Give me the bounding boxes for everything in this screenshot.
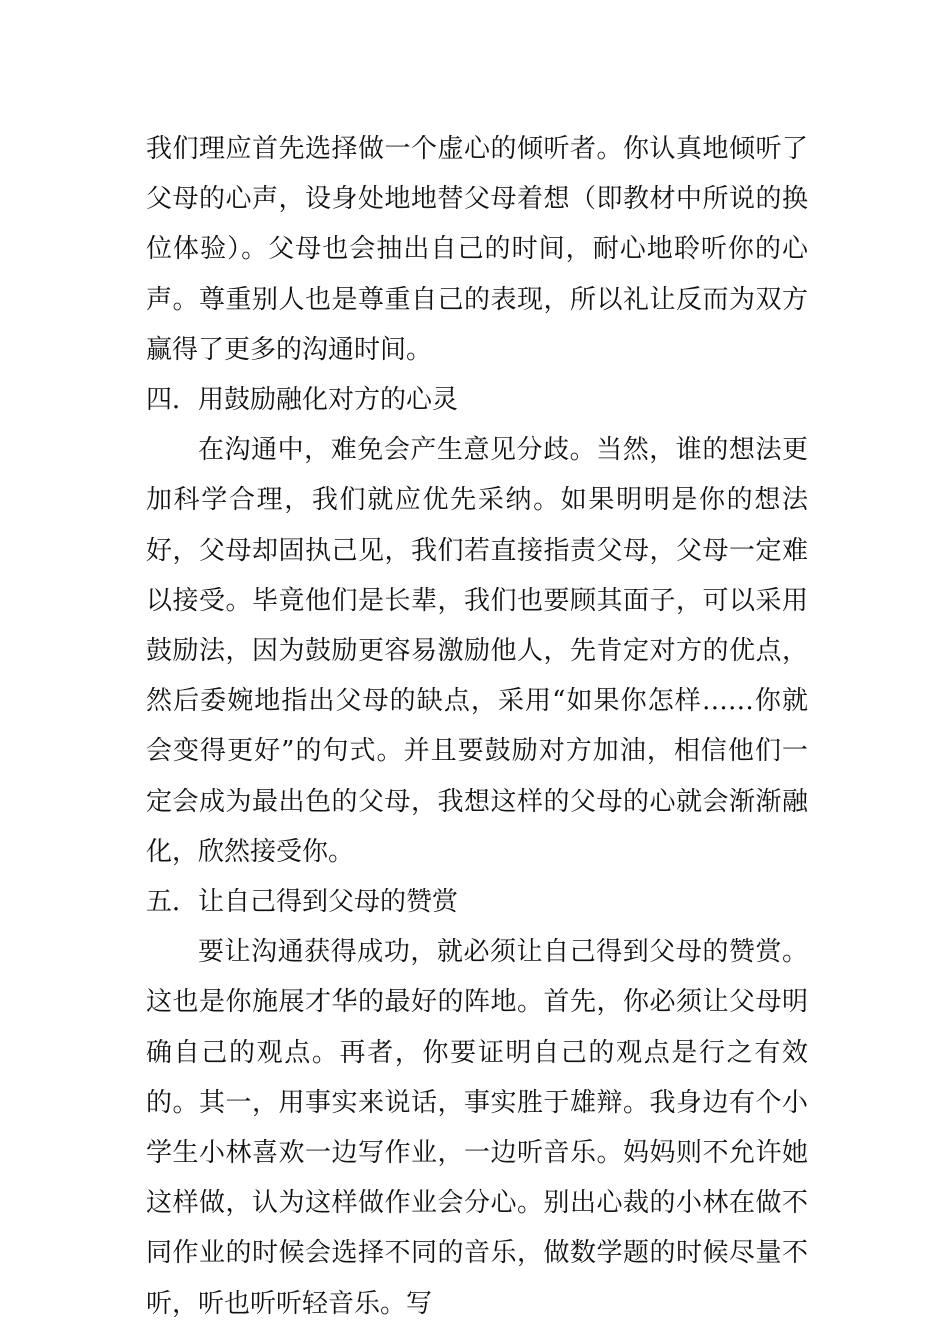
section-heading: 五．让自己得到父母的赞赏 (146, 887, 459, 918)
body-paragraph: 在沟通中，难免会产生意见分歧。当然，谁的想法更加科学合理，我们就应优先采纳。如果明明是你的想法好，父母却固执己见，我们若直接指责父母，父母一定难以接受。毕竟他们是长辈，我们也要顾其面子，可以采用鼓励法，因为鼓励更容易激励他人，先肯定对方的优点，然后委婉地指出父母的缺点，采用“如果你怎样……你就会变得更好”的句式。并且要鼓励对方加油，相信他们一定会成为最出色的父母，我想这样的父母的心就会渐渐融化，欣然接受你。 (146, 435, 808, 867)
body-paragraph: 我们理应首先选择做一个虚心的倾听者。你认真地倾听了父母的心声，设身处地地替父母着想（即教材中所说的换位体验）。父母也会抽出自己的时间，耐心地聆听你的心声。尊重别人也是尊重自己的表现，所以礼让反而为双方赢得了更多的沟通时间。 (146, 134, 808, 365)
section-heading: 四．用鼓励融化对方的心灵 (146, 385, 459, 416)
body-paragraph: 要让沟通获得成功，就必须让自己得到父母的赞赏。这也是你施展才华的最好的阵地。首先，你必须让父母明确自己的观点。再者，你要证明自己的观点是行之有效的。其一，用事实来说话，事实胜于雄辩。我身边有个小学生小林喜欢一边写作业，一边听音乐。妈妈则不允许她这样做，认为这样做作业会分心。别出心裁的小林在做不同作业的时候会选择不同的音乐，做数学题的时候尽量不听，听也听听轻音乐。写 (146, 937, 808, 1319)
document-body (146, 124, 808, 1329)
